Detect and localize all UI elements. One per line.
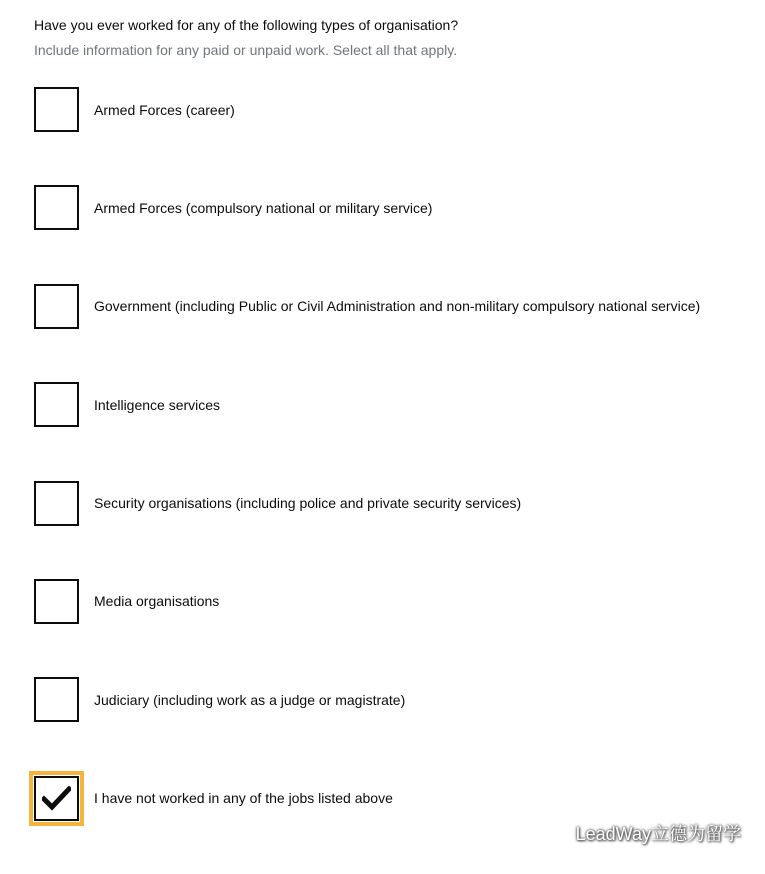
checkmark-icon xyxy=(42,786,71,811)
option-media-organisations[interactable] xyxy=(34,579,700,624)
option-judiciary[interactable] xyxy=(34,677,700,722)
option-label[interactable]: I have not worked in any of the jobs listed above xyxy=(94,790,393,807)
options-list xyxy=(34,87,700,874)
checkbox-security-organisations[interactable] xyxy=(34,481,79,526)
option-armed-forces-compulsory[interactable] xyxy=(34,185,700,230)
option-label[interactable]: Government (including Public or Civil Administration and non-military compulsory national service) xyxy=(94,298,701,315)
option-government[interactable] xyxy=(34,284,700,329)
option-security-organisations[interactable] xyxy=(34,481,700,526)
option-label[interactable]: Media organisations xyxy=(94,593,220,610)
checkbox-none-of-the-above[interactable] xyxy=(34,776,79,821)
question-title: Have you ever worked for any of the following types of organisation? xyxy=(34,17,459,33)
checkbox-media-organisations[interactable] xyxy=(34,579,79,624)
question-hint: Include information for any paid or unpaid work. Select all that apply. xyxy=(34,42,458,58)
wechat-icon xyxy=(544,822,570,844)
option-intelligence-services[interactable] xyxy=(34,382,700,427)
option-label[interactable]: Intelligence services xyxy=(94,396,221,413)
option-label[interactable]: Judiciary (including work as a judge or magistrate) xyxy=(94,691,406,708)
option-label[interactable]: Armed Forces (compulsory national or military service) xyxy=(94,199,433,216)
checkbox-judiciary[interactable] xyxy=(34,677,79,722)
checkbox-armed-forces-career[interactable] xyxy=(34,87,79,132)
option-label[interactable]: Security organisations (including police and private security services) xyxy=(94,495,522,512)
checkbox-armed-forces-compulsory[interactable] xyxy=(34,185,79,230)
checkbox-intelligence-services[interactable] xyxy=(34,382,79,427)
option-armed-forces-career[interactable] xyxy=(34,87,700,132)
option-none-of-the-above[interactable] xyxy=(34,776,700,821)
watermark-text: LeadWay立德为留学 xyxy=(575,824,741,844)
option-label[interactable]: Armed Forces (career) xyxy=(94,101,235,118)
watermark xyxy=(544,820,741,846)
checkbox-government[interactable] xyxy=(34,284,79,329)
